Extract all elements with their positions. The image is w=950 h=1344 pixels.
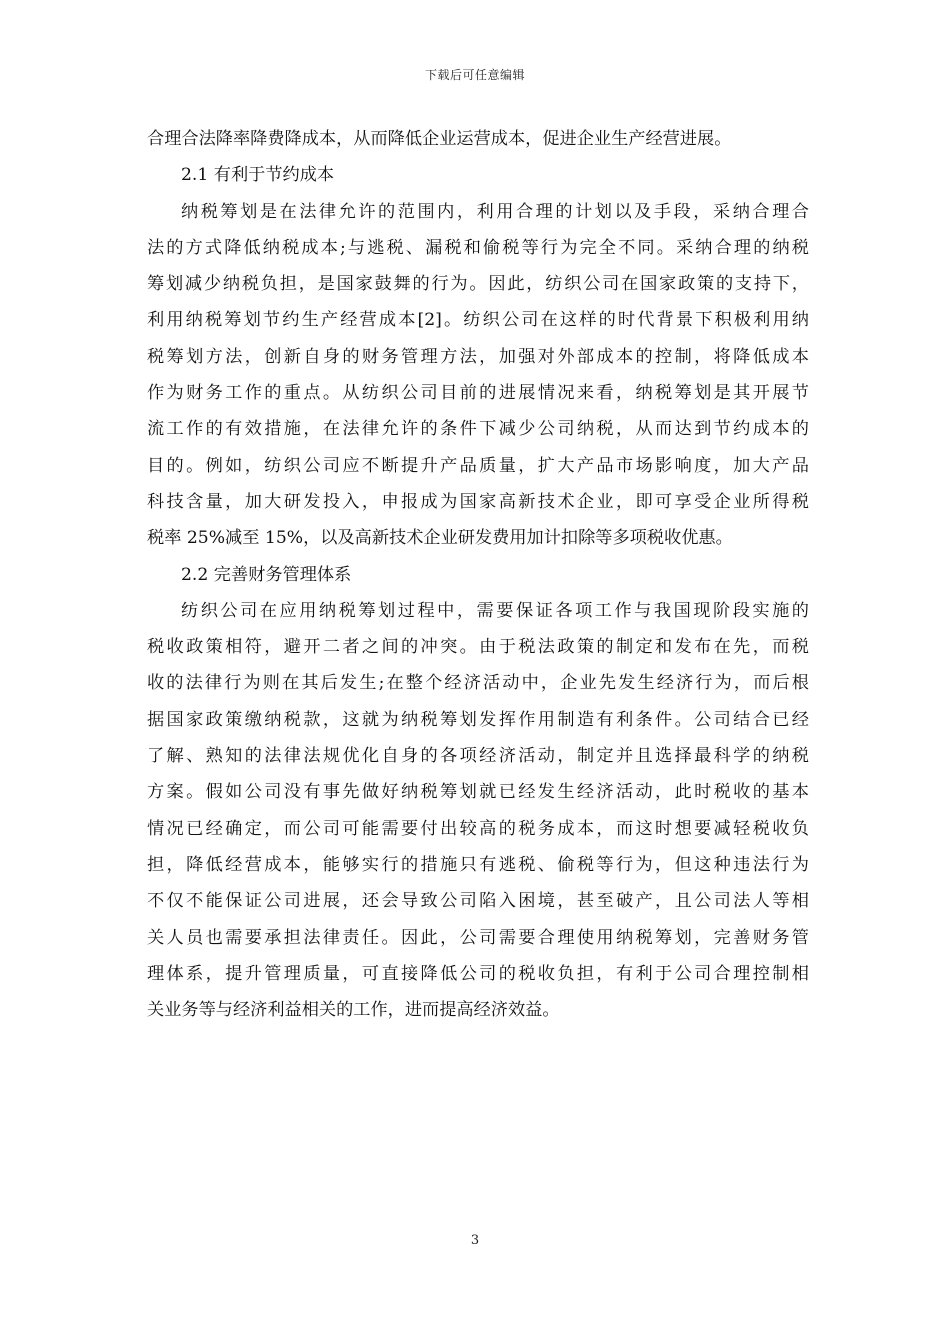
page-number: 3 [470, 1233, 480, 1248]
paragraph-line: 纺织公司在应用纳税筹划过程中，需要保证各项工作与我国现阶段实施的 [181, 600, 809, 621]
paragraph-line: 纳税筹划是在法律允许的范围内，利用合理的计划以及手段，采纳合理合 [181, 201, 809, 222]
paragraph-line: 了解、熟知的法律法规优化自身的各项经济活动，制定并且选择最科学的纳税 [147, 746, 809, 767]
paragraph-line: 据国家政策缴纳税款，这就为纳税筹划发挥作用制造有利条件。公司结合已经 [147, 709, 809, 730]
paragraph-line: 目的。例如，纺织公司应不断提升产品质量，扩大产品市场影响度，加大产品 [147, 455, 809, 476]
paragraph-line: 收的法律行为则在其后发生;在整个经济活动中，企业先发生经济行为，而后根 [147, 673, 809, 694]
paragraph-line: 流工作的有效措施，在法律允许的条件下减少公司纳税，从而达到节约成本的 [147, 419, 809, 440]
paragraph-line: 合理合法降率降费降成本，从而降低企业运营成本，促进企业生产经营进展。 [147, 129, 732, 149]
paragraph-line: 关人员也需要承担法律责任。因此，公司需要合理使用纳税筹划，完善财务管 [147, 927, 809, 948]
paragraph-line: 理体系，提升管理质量，可直接降低公司的税收负担，有利于公司合理控制相 [147, 963, 809, 984]
paragraph-line: 税率 25%减至 15%，以及高新技术企业研发费用加计扣除等多项税收优惠。 [147, 528, 733, 549]
section-heading: 2.1 有利于节约成本 [181, 165, 335, 186]
paragraph-line: 税收政策相符，避开二者之间的冲突。由于税法政策的制定和发布在先，而税 [147, 637, 809, 658]
paragraph-line: 不仅不能保证公司进展，还会导致公司陷入困境，甚至破产，且公司法人等相 [147, 891, 809, 912]
paragraph-line: 税筹划方法，创新自身的财务管理方法，加强对外部成本的控制，将降低成本 [147, 346, 809, 367]
paragraph-line: 担，降低经营成本，能够实行的措施只有逃税、偷税等行为，但这种违法行为 [147, 854, 809, 875]
paragraph-line: 作为财务工作的重点。从纺织公司目前的进展情况来看，纳税筹划是其开展节 [147, 383, 809, 404]
section-heading: 2.2 完善财务管理体系 [181, 564, 352, 585]
page-header: 下载后可任意编辑 [424, 68, 525, 82]
paragraph-line: 科技含量，加大研发投入，申报成为国家高新技术企业，即可享受企业所得税 [147, 491, 809, 512]
paragraph-line: 利用纳税筹划节约生产经营成本[2]。纺织公司在这样的时代背景下积极利用纳 [147, 310, 809, 331]
document-body [147, 121, 809, 1028]
paragraph-line: 情况已经确定，而公司可能需要付出较高的税务成本，而这时想要减轻税收负 [147, 818, 809, 839]
paragraph-line: 筹划减少纳税负担，是国家鼓舞的行为。因此，纺织公司在国家政策的支持下， [147, 274, 809, 295]
paragraph-line: 法的方式降低纳税成本;与逃税、漏税和偷税等行为完全不同。采纳合理的纳税 [147, 237, 809, 258]
paragraph-line: 方案。假如公司没有事先做好纳税筹划就已经发生经济活动，此时税收的基本 [147, 782, 809, 803]
paragraph-line: 关业务等与经济利益相关的工作，进而提高经济效益。 [147, 1000, 560, 1021]
